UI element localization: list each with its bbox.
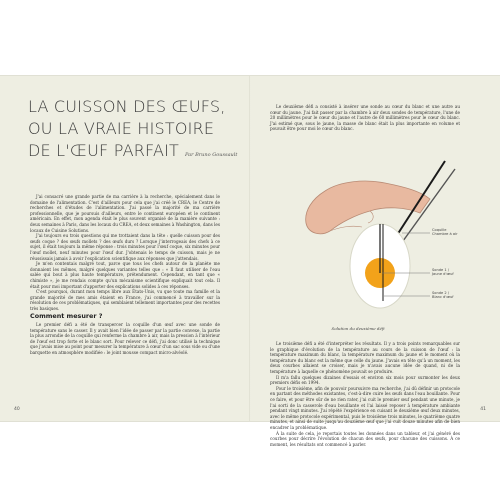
paragraph: Le deuxième défi a consisté à insérer une sonde au cœur du blanc et une autre au cœur du jaune. J'ai fait passer par la chambre à air deux sondes de température, l'une de 20 millimètres pour le cœur du jaune et l'autre de 60 millimètres pour le cœur du blanc. J'ai estimé que, sous le jaune, la masse de blanc était la plus importante en volume et pouvait être pour moi le cœur du blanc. [270,104,460,132]
right-page [250,76,500,447]
hand-illustration [306,181,430,234]
page-number-right: 41 [480,407,486,412]
figure-caption: Solution du deuxième défi [331,326,385,331]
paragraph: À la suite de cela, je reportais toutes les données dans un tableur, et j'ai généré des courbes pour décrire l'évolution de chacun des œufs, pour chacune des cuissons. À ce moment, les résultats ont commencé à parler. [270,430,460,447]
paragraph: C'est pourquoi, durant mon temps libre aux États-Unis, vu que toute ma famille et la grande majorité de mes amis étaient en France, j'ai commencé à travailler sur la résolution de ces problématiques, qui semblaient tellement importantes pour des recettes très basiques. [30,289,220,311]
title-line-3: DE L'ŒUF PARFAIT [28,141,180,160]
callout-probe-1: Sonde 1 / Jaune d'œuf [432,268,454,277]
paragraph: Pour le troisième, afin de pouvoir poursuivre ma recherche, j'ai dû définir un protocole en partant des méthodes existantes, c'est-à-dire cuire les œufs dans l'eau bouillante. Pour ce faire, et pour être sûr de ne rien rater, j'ai cuit le premier œuf pendant une minute, je l'ai sorti de la casserole d'eau bouillante et l'ai laissé reposer à température ambiante pendant vingt minutes. J'ai répété l'expérience en cuisant le deuxième œuf deux minutes, avec le même protocole expérimental, puis le troisième trois minutes, le quatrième quatre minutes, et ainsi de suite jusqu'au douzième œuf que j'ai cuit douze minutes afin de bien encadrer la problématique. [270,385,461,430]
article-title [28,96,238,166]
right-top-body [270,104,460,132]
section-heading: Comment mesurer ? [30,312,103,321]
page-number-left: 40 [14,407,20,412]
title-line-3-wrap [28,140,238,166]
left-page [0,76,250,421]
callout-shell: Coquille Chambre à air [432,228,458,237]
paragraph: Le premier défi a été de transpercer la coquille d'un œuf avec une sonde de température sans le casser. Il y avait bien l'idée de passer par la partie convexe, la partie la plus arrondie de la coquille qui renferme la chambre à air, mais la pression à l'intérieur de l'œuf est trop forte et le blanc sort. Pour relever ce défi, j'ai donc utilisé la technique que j'avais mise au point pour mesurer la température à cœur d'un sac sous vide ou d'une barquette en atmosphère modifiée : le joint mousse compact micro-alvéolé. [30,322,220,356]
title-line-1: LA CUISSON DES ŒUFS, [28,97,226,116]
title-line-2: OU LA VRAIE HISTOIRE [28,119,215,138]
byline: Par Bruno Goussault [185,152,238,158]
paragraph: Le troisième défi a été d'interpréter les résultats. Il y a trois points remarquables sur le graphique d'évolution de la température au cours de la cuisson de l'œuf : la température maximum du blanc, la température maximum du jaune et le moment où la température du blanc est la même que celle du jaune. J'avais en tête qu'à un moment, les deux courbes allaient se croiser, mais je n'avais aucune idée de quand, ni de la température à laquelle ce phénomène pouvait se produire. [270,341,460,374]
paragraph: Il m'a fallu quelques dizaines d'essais et environ six mois pour surmonter les deux premiers défis en 1994. [270,374,460,386]
paragraph: Je m'en contentais malgré tout, parce que tous les chefs autour de la planète me donnaient les mêmes, malgré quelques variantes telles que : « Il faut utiliser de l'eau salée qui bout à plus haute température, prétendument. Cependant, en tant que « chimiste », je me rendais compte qu'un mécanisme scientifique expliquait tout cela. Il était pour moi important d'apporter des explications solides à ces réponses. [30,261,220,289]
book-spread [0,75,500,447]
right-bottom-body [270,341,460,447]
paragraph: J'ai consacré une grande partie de ma carrière à la recherche, spécialement dans le domaine de l'alimentation. C'est d'ailleurs pour cela que j'ai créé le CREA, le Centre de recherches et d'études de l'alimentation. J'ai passé la majorité de ma carrière professionnelle, que je poursuis d'ailleurs, entre le continent européen et le continent américain. En effet, mon agenda était le plus souvent organisé de la manière suivante : deux semaines à Paris, dans les locaux du CREA, et deux semaines à Washington, dans les locaux de Cuisine Solutions. [30,194,220,233]
paragraph: J'ai toujours eu trois questions qui me trottaient dans la tête : quelle cuisson pour des œufs coque ? des œufs mollets ? des œufs durs ? Lorsque j'interrogeais des chefs à ce sujet, il était toujours la même réponse : trois minutes pour l'œuf coque, six minutes pour l'œuf mollet, neuf minutes pour l'œuf dur. J'obtenais le temps de cuisson, mais je ne réussissais jamais à avoir l'explication scientifique aux réponses que j'attendais. [30,233,220,261]
left-body [30,194,220,356]
callout-probe-2: Sonde 2 / Blanc d'œuf [432,291,454,300]
